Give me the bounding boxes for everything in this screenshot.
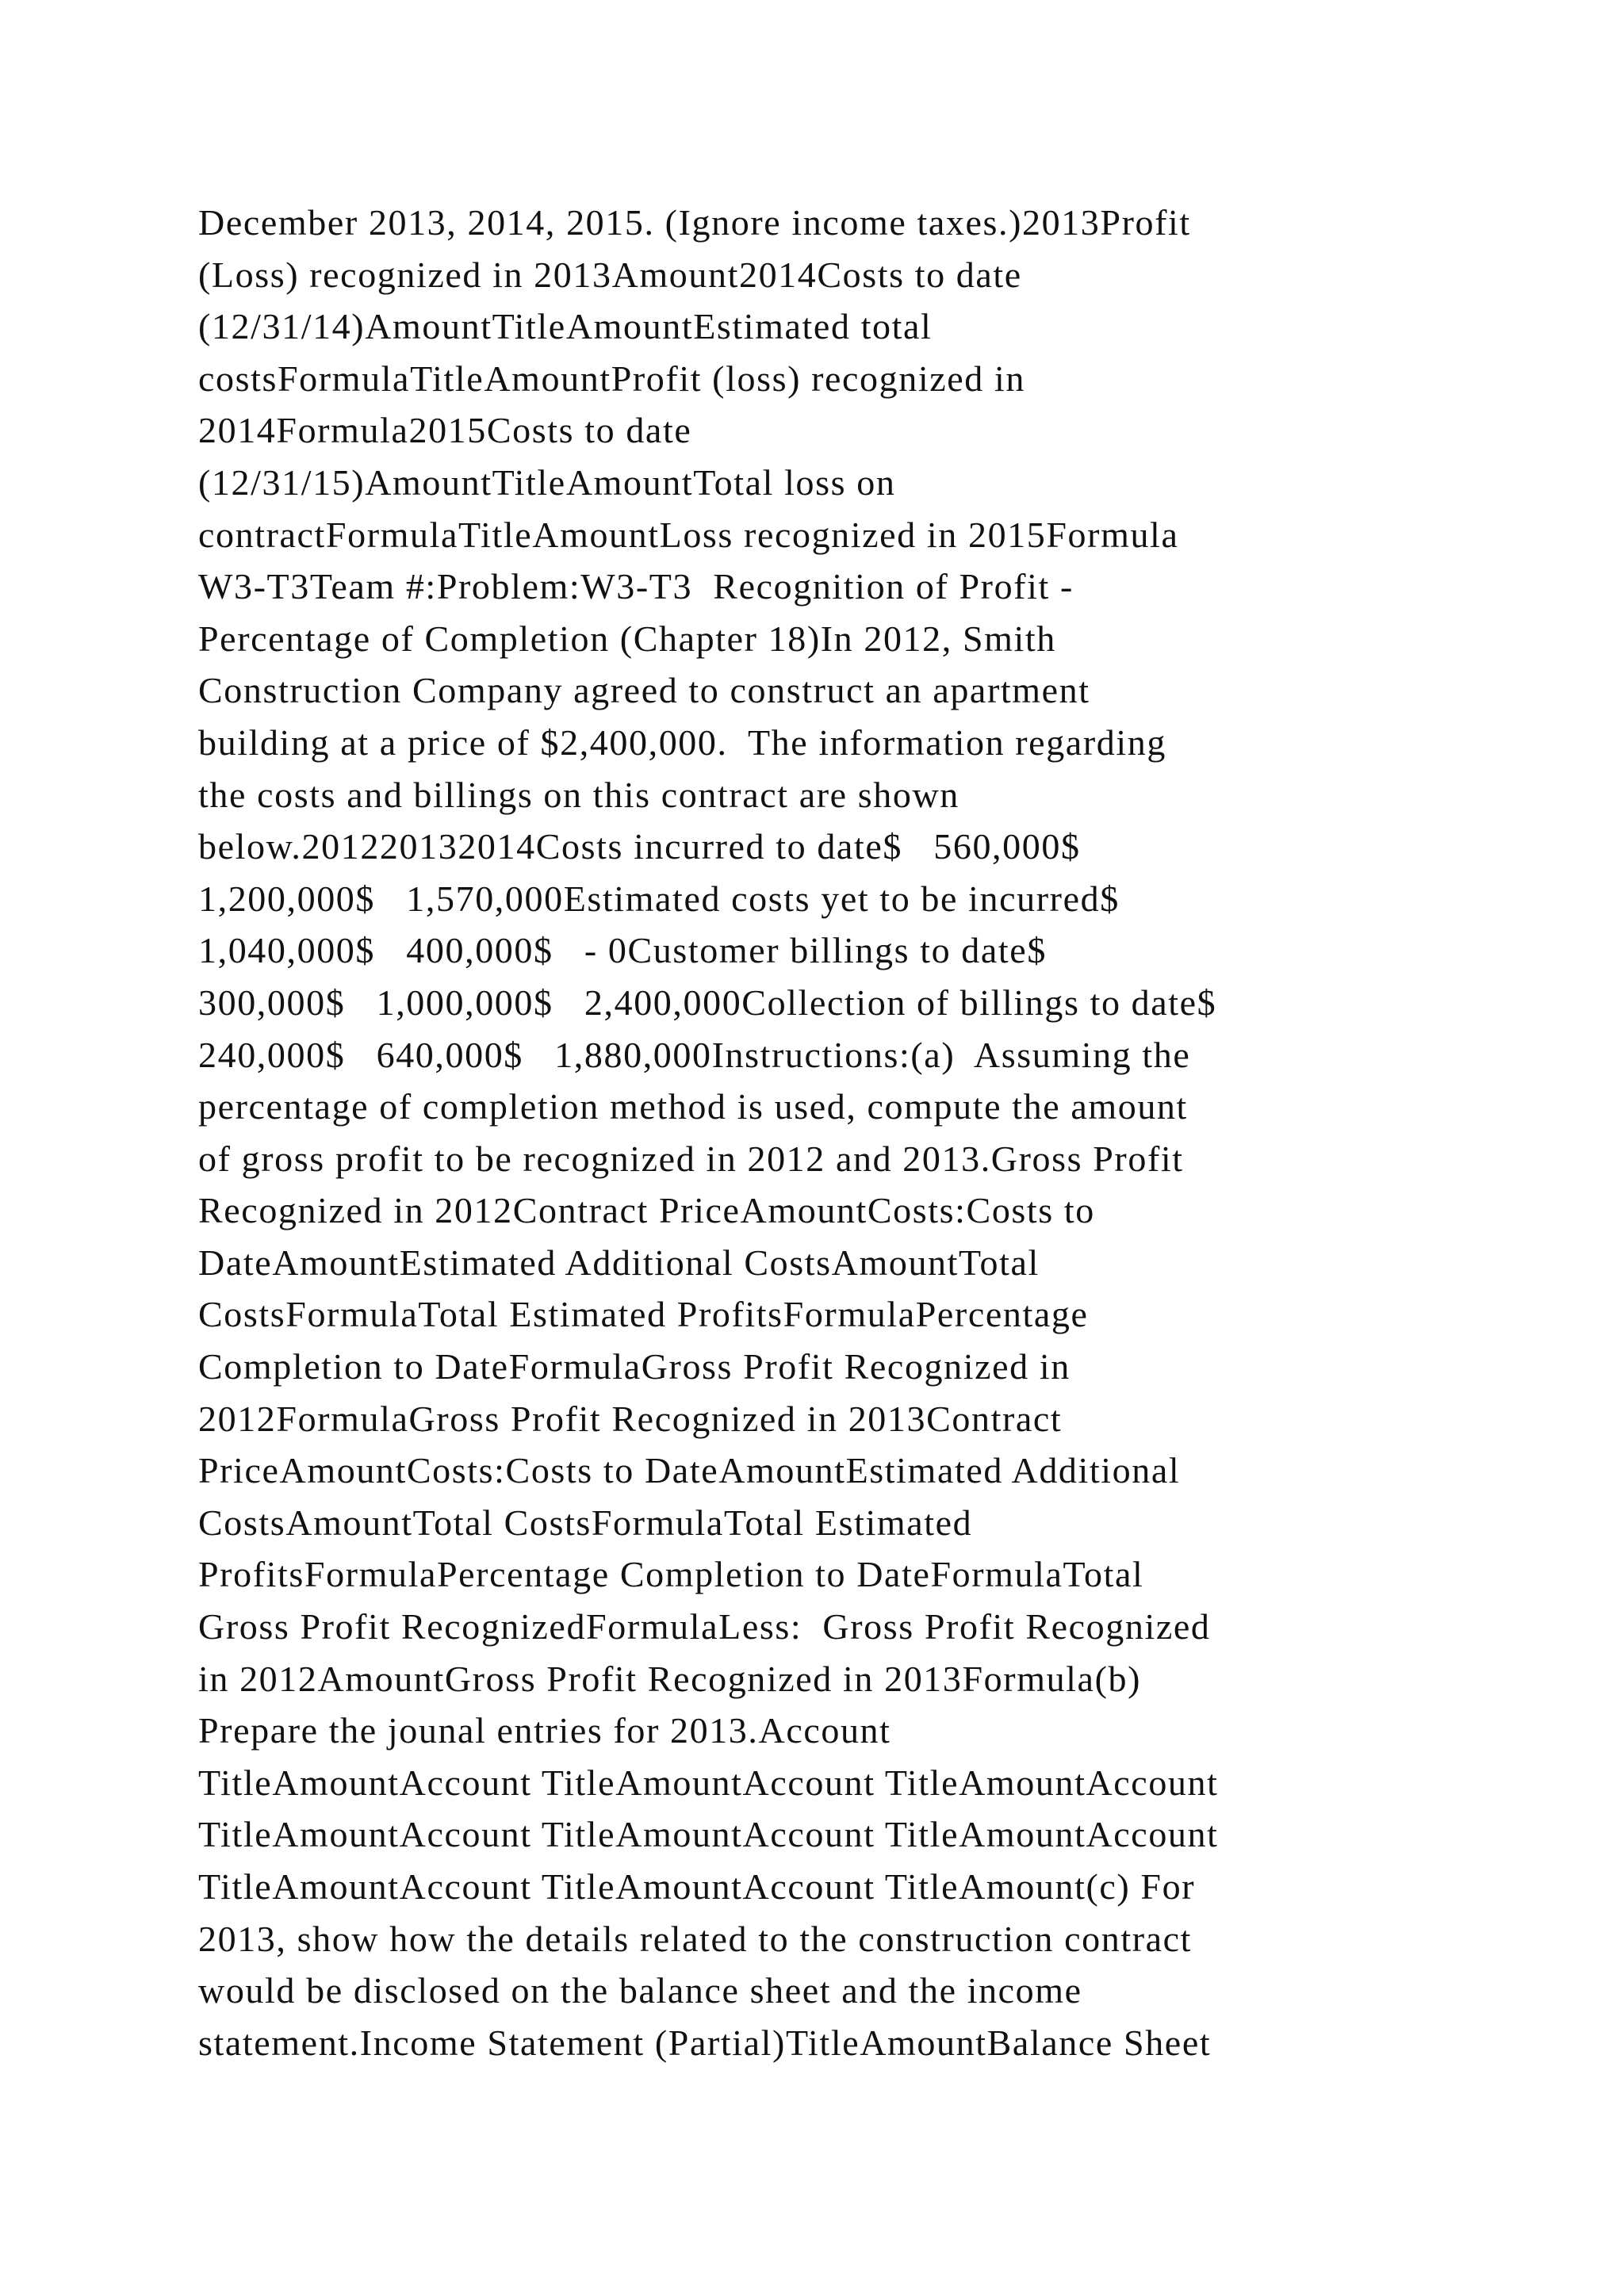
text-line: Gross Profit RecognizedFormulaLess: Gross Profit Recognized: [198, 1606, 1211, 1647]
text-line: 240,000$ 640,000$ 1,880,000Instructions:(a) Assuming the: [198, 1034, 1191, 1075]
text-line: the costs and billings on this contract are shown: [198, 774, 959, 815]
text-line: December 2013, 2014, 2015. (Ignore income taxes.)2013Profit: [198, 202, 1191, 243]
text-line: Prepare the jounal entries for 2013.Account: [198, 1710, 891, 1751]
text-line: Percentage of Completion (Chapter 18)In 2012, Smith: [198, 618, 1056, 659]
text-line: of gross profit to be recognized in 2012 and 2013.Gross Profit: [198, 1138, 1184, 1179]
text-line: 1,040,000$ 400,000$ - 0Customer billings to date$: [198, 930, 1047, 971]
text-line: TitleAmountAccount TitleAmountAccount TitleAmount(c) For: [198, 1866, 1196, 1907]
body-text: [198, 197, 1451, 2068]
text-line: statement.Income Statement (Partial)TitleAmountBalance Sheet: [198, 2022, 1212, 2063]
text-line: building at a price of $2,400,000. The information regarding: [198, 721, 1166, 763]
text-line: TitleAmountAccount TitleAmountAccount TitleAmountAccount: [198, 1762, 1219, 1803]
text-line: W3-T3Team #:Problem:W3-T3 Recognition of Profit -: [198, 566, 1074, 607]
text-line: would be disclosed on the balance sheet and the income: [198, 1970, 1082, 2011]
text-line: 300,000$ 1,000,000$ 2,400,000Collection of billings to date$: [198, 982, 1217, 1023]
text-line: CostsAmountTotal CostsFormulaTotal Estimated: [198, 1502, 973, 1543]
text-line: costsFormulaTitleAmountProfit (loss) recognized in: [198, 358, 1025, 399]
text-line: 1,200,000$ 1,570,000Estimated costs yet to be incurred$: [198, 878, 1120, 919]
text-line: in 2012AmountGross Profit Recognized in 2013Formula(b): [198, 1658, 1142, 1699]
text-line: percentage of completion method is used, compute the amount: [198, 1086, 1188, 1127]
text-line: below.201220132014Costs incurred to date$ 560,000$: [198, 826, 1081, 867]
text-line: (12/31/15)AmountTitleAmountTotal loss on: [198, 461, 896, 503]
text-line: Completion to DateFormulaGross Profit Recognized in: [198, 1346, 1071, 1387]
text-line: PriceAmountCosts:Costs to DateAmountEstimated Additional: [198, 1450, 1181, 1491]
text-line: Recognized in 2012Contract PriceAmountCosts:Costs to: [198, 1190, 1095, 1231]
text-line: CostsFormulaTotal Estimated ProfitsFormulaPercentage: [198, 1294, 1089, 1335]
text-line: ProfitsFormulaPercentage Completion to DateFormulaTotal: [198, 1554, 1144, 1595]
text-line: DateAmountEstimated Additional CostsAmountTotal: [198, 1242, 1040, 1283]
text-line: 2014Formula2015Costs to date: [198, 410, 692, 451]
text-line: contractFormulaTitleAmountLoss recognized in 2015Formula: [198, 514, 1179, 555]
text-line: TitleAmountAccount TitleAmountAccount TitleAmountAccount: [198, 1814, 1219, 1855]
text-line: 2013, show how the details related to the construction contract: [198, 1918, 1193, 1959]
text-line: Construction Company agreed to construct an apartment: [198, 670, 1090, 711]
text-line: (Loss) recognized in 2013Amount2014Costs to date: [198, 254, 1022, 295]
text-line: 2012FormulaGross Profit Recognized in 2013Contract: [198, 1398, 1063, 1439]
text-line: (12/31/14)AmountTitleAmountEstimated total: [198, 306, 933, 347]
